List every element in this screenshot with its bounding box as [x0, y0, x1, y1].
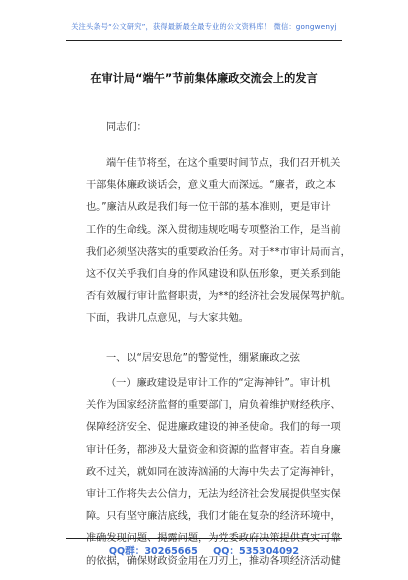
text-line: 我们必须坚决落实的重要政治任务。对于**市审计局而言， [86, 246, 351, 258]
text-line: 下面，我讲几点意见，与大家共勉。 [86, 313, 249, 325]
text-line: 也。”廉洁从政是我们每一位干部的基本准则，更是审计 [86, 202, 331, 214]
paragraph-1 [86, 153, 351, 331]
text-line: 保障经济安全、促进廉政建设的神圣使命。我们的每一项 [86, 422, 341, 434]
qq-number: QQ：535304092 [213, 546, 300, 557]
salutation: 同志们： [106, 122, 147, 133]
header-divider [66, 40, 342, 41]
text-line: 障。只有坚守廉洁底线，我们才能在复杂的经济环境中， [86, 511, 341, 523]
text-line: （一）廉政建设是审计工作的“定海神针”。审计机 [106, 378, 331, 389]
text-line: 审计任务，都涉及大量资金和资源的监督审查。若自身廉 [86, 444, 341, 456]
text-line: 这不仅关乎我们自身的作风建设和队伍形象，更关系到能 [86, 268, 341, 280]
footer [0, 543, 408, 557]
footer-divider [66, 538, 342, 539]
section-heading-1: 一、以“居安思危”的警觉性，绷紧廉政之弦 [106, 353, 300, 364]
header-note: 关注头条号“公文研究”，获得最新最全最专业的公文资料库！ 微信：gongwenyj [71, 22, 337, 31]
text-line: 审计工作将失去公信力，无法为经济社会发展提供坚实保 [86, 488, 341, 500]
text-line: 关作为国家经济监督的重要部门，肩负着维护财经秩序、 [86, 400, 341, 412]
qq-group-number: QQ群：30265665 [108, 546, 198, 557]
text-line: 政不过关，就如同在波涛汹涌的大海中失去了定海神针， [86, 466, 341, 478]
text-line: 否有效履行审计监督职责，为**的经济社会发展保驾护航。 [86, 291, 351, 303]
text-line: 端午佳节将至，在这个重要时间节点，我们召开机关 [106, 158, 341, 169]
text-line: 的依据，确保财政资金用在刀刃上，推动各项经济活动健 [86, 555, 341, 567]
text-line: 干部集体廉政谈话会，意义重大而深远。“廉者，政之本 [86, 180, 336, 192]
text-line: 工作的生命线。深入贯彻违规吃喝专项整治工作，是当前 [86, 224, 341, 236]
document-title: 在审计局“端午”节前集体廉政交流会上的发言 [90, 72, 318, 85]
